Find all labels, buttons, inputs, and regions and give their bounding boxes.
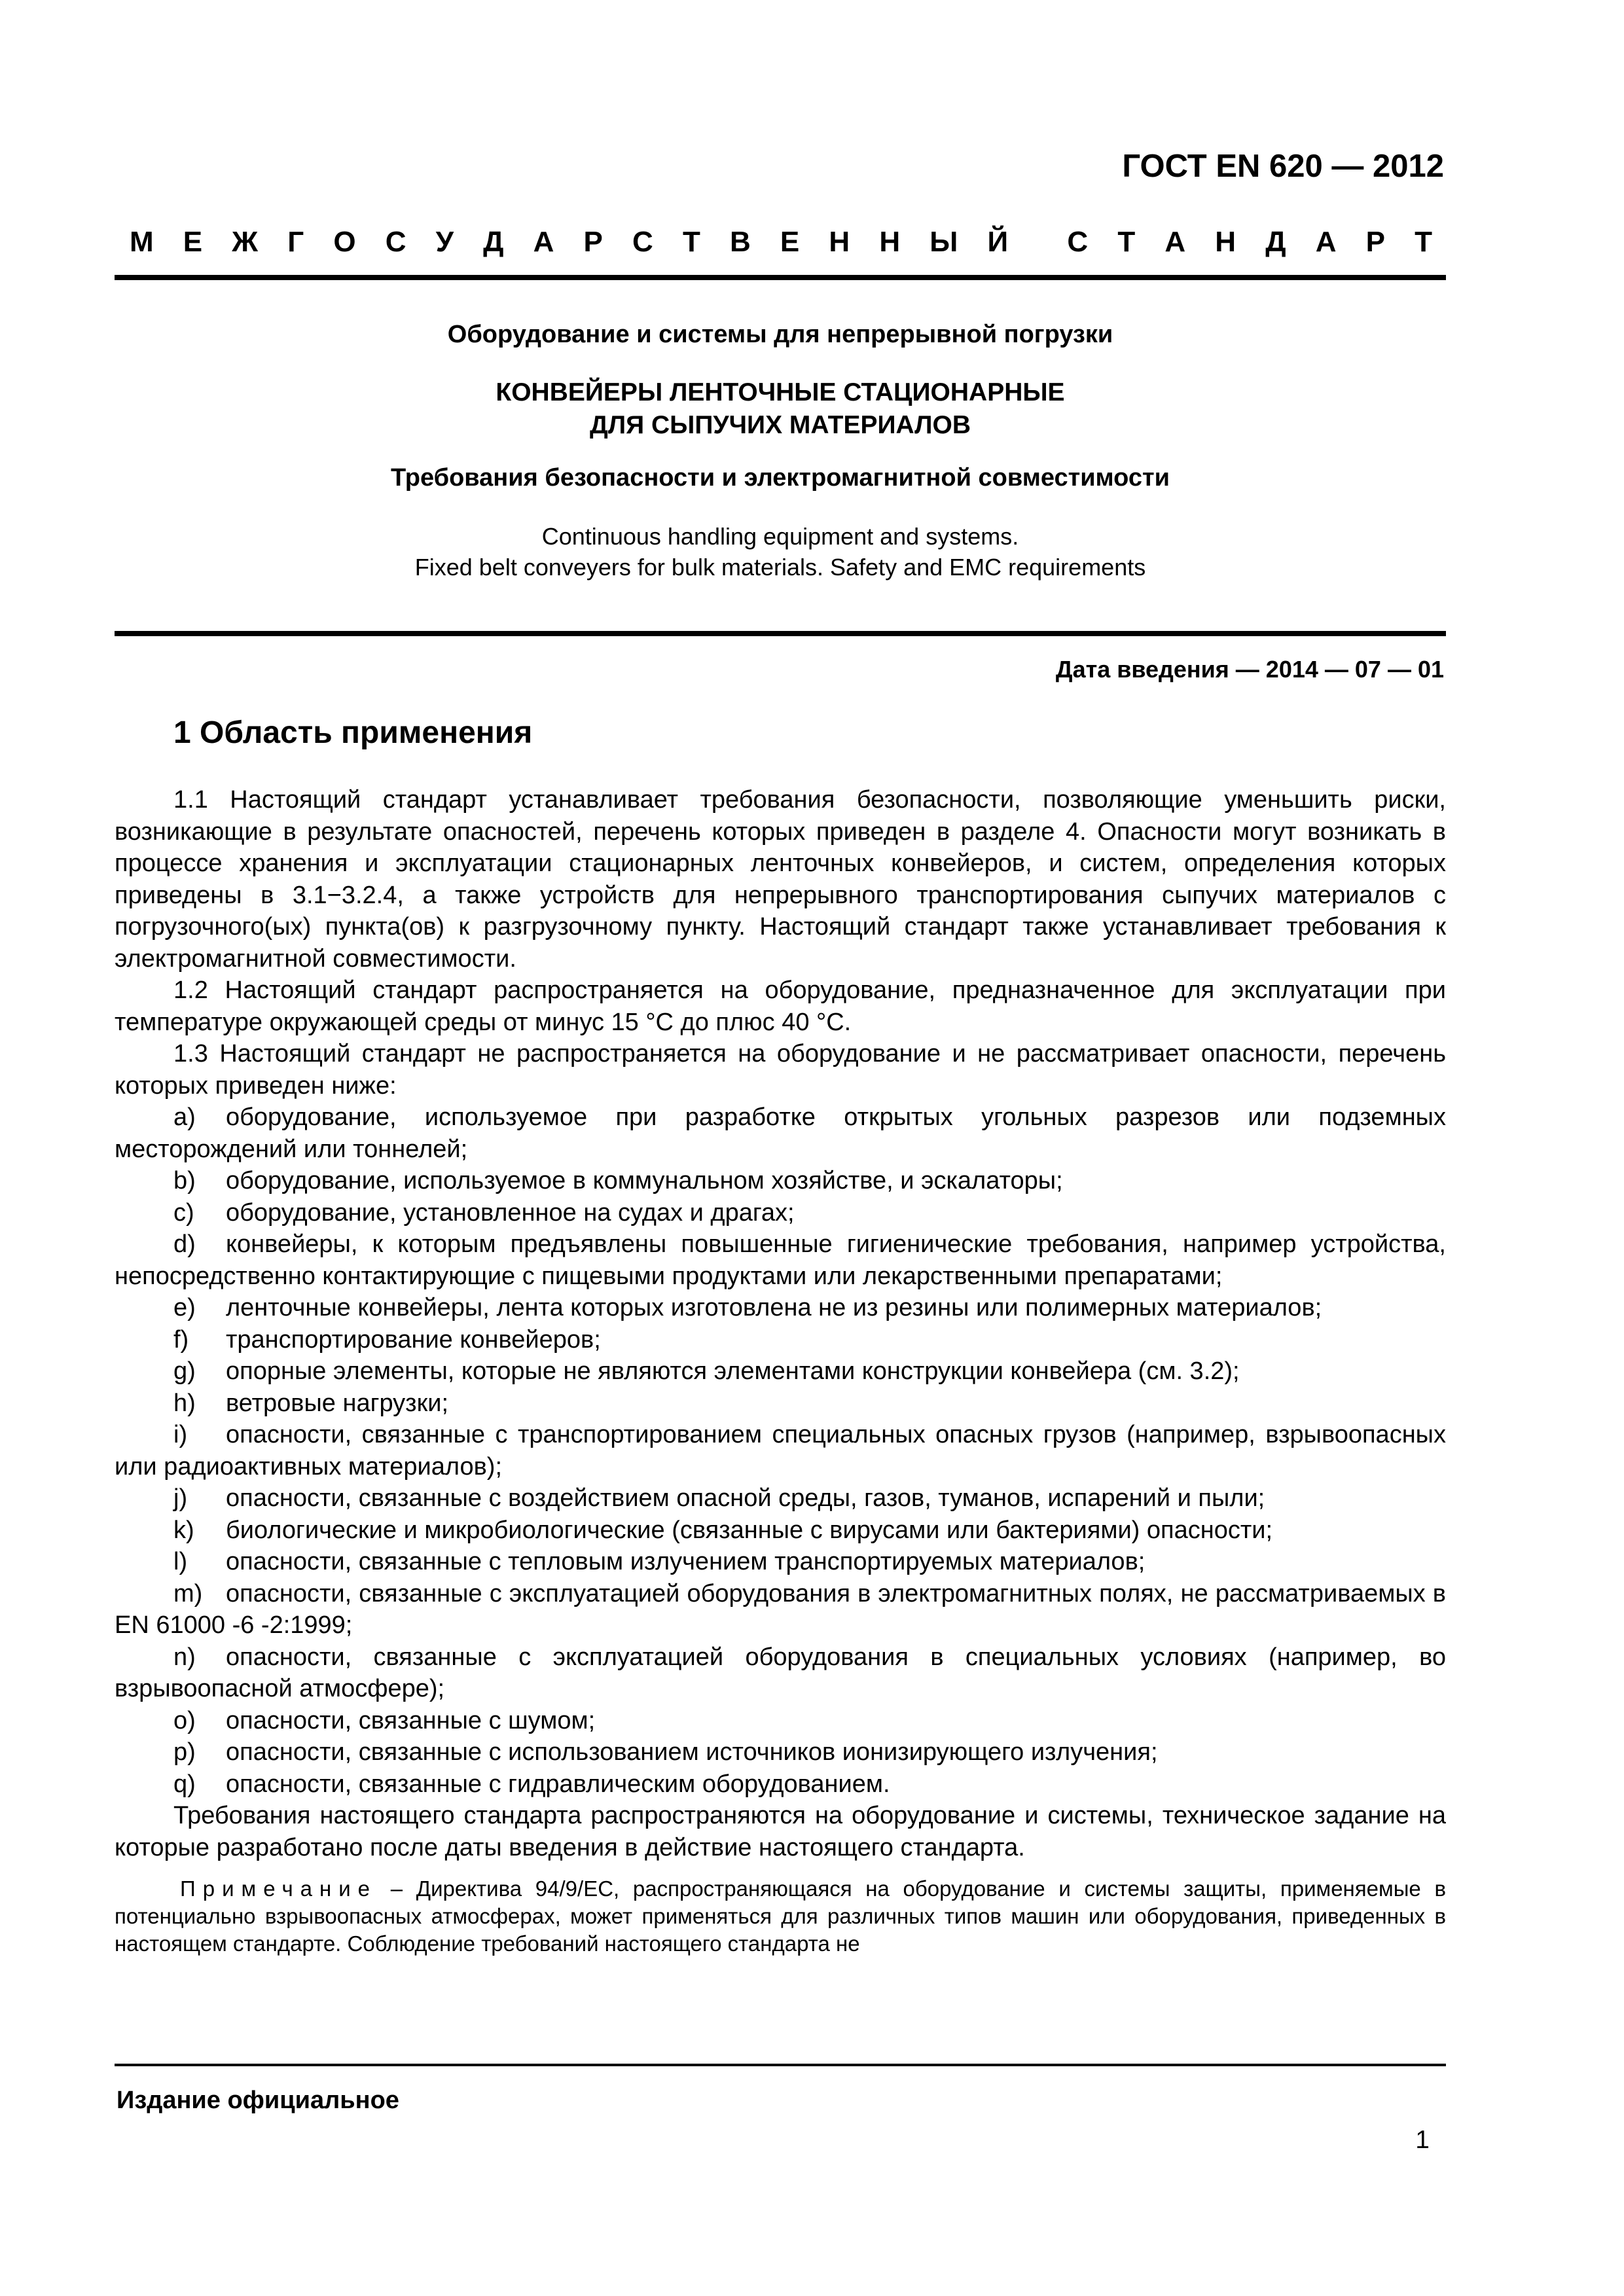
gost-number: ГОСТ EN 620 — 2012 xyxy=(1122,149,1444,184)
banner-letter: Е xyxy=(183,226,203,258)
footer-divider xyxy=(115,2064,1446,2066)
list-item xyxy=(115,1229,1446,1292)
banner-letter: У xyxy=(435,226,454,258)
title-block xyxy=(115,321,1446,583)
standard-subtitle: Оборудование и системы для непрерывной погрузки xyxy=(447,321,1113,348)
english-title-line-1: Continuous handling equipment and systems. xyxy=(541,523,1019,550)
list-marker: k) xyxy=(173,1516,194,1544)
list-item xyxy=(115,1324,1446,1356)
list-marker: g) xyxy=(173,1357,196,1385)
list-item xyxy=(115,1292,1446,1324)
list-item-text: опасности, связанные с использованием источников ионизирующего излучения; xyxy=(226,1738,1158,1766)
closing-paragraph: Требования настоящего стандарта распространяются на оборудование и системы, техническое задание на которые разработано после даты введения в действие настоящего стандарта. xyxy=(115,1802,1446,1861)
header-divider xyxy=(115,275,1446,280)
list-item xyxy=(115,1546,1446,1578)
banner-letter: А xyxy=(1164,226,1186,258)
list-item-text: ветровые нагрузки; xyxy=(226,1389,449,1417)
banner-letter: Т xyxy=(1117,226,1136,258)
list-marker: b) xyxy=(173,1167,196,1194)
list-item-text: опорные элементы, которые не являются элементами конструкции конвейера (см. 3.2); xyxy=(226,1357,1240,1385)
banner-letter: М xyxy=(130,226,154,258)
list-item xyxy=(115,1768,1446,1801)
banner-letter: С xyxy=(1067,226,1089,258)
banner-letter: Й xyxy=(987,226,1009,258)
banner-letter: Ы xyxy=(929,226,958,258)
banner-letter: С xyxy=(632,226,653,258)
introduction-date: Дата введения — 2014 — 07 — 01 xyxy=(1055,656,1444,683)
list-item xyxy=(115,1482,1446,1515)
list-item xyxy=(115,1705,1446,1737)
list-marker: q) xyxy=(173,1770,196,1798)
list-item-text: опасности, связанные с эксплуатацией оборудования в специальных условиях (например, во взрывоопасной атмосфере); xyxy=(115,1643,1446,1702)
banner-letter: Р xyxy=(583,226,603,258)
page-number: 1 xyxy=(1415,2126,1430,2154)
banner-letter: Р xyxy=(1365,226,1385,258)
list-marker: e) xyxy=(173,1294,196,1321)
list-item-text: конвейеры, к которым предъявлены повышенные гигиенические требования, например устройства, непосредственно контактирующие с пищевыми продуктами или лекарственными препаратами; xyxy=(115,1230,1446,1290)
list-marker: l) xyxy=(173,1548,188,1575)
list-item xyxy=(115,1736,1446,1768)
list-item-text: опасности, связанные с шумом; xyxy=(226,1706,596,1734)
section-body xyxy=(115,784,1446,1958)
list-item-text: опасности, связанные с тепловым излучением транспортируемых материалов; xyxy=(226,1548,1146,1575)
list-marker: c) xyxy=(173,1198,194,1227)
list-item xyxy=(115,1578,1446,1641)
banner-letter: Т xyxy=(682,226,700,258)
banner-letter: Н xyxy=(829,226,850,258)
list-item-text: биологические и микробиологические (связанные с вирусами или бактериями) опасности; xyxy=(226,1516,1273,1544)
list-item-text: опасности, связанные с гидравлическим оборудованием. xyxy=(226,1770,890,1798)
paragraph-1-3: 1.3 Настоящий стандарт не распространяется на оборудование и не рассматривает опасности, перечень которых приведен ниже: xyxy=(115,1040,1446,1100)
banner-letter: Н xyxy=(1215,226,1236,258)
banner-letter: Д xyxy=(483,226,504,258)
section-heading: 1 Область применения xyxy=(173,715,533,750)
list-item xyxy=(115,1515,1446,1547)
list-item xyxy=(115,1388,1446,1420)
banner-letter: А xyxy=(533,226,554,258)
banner-letter: Е xyxy=(780,226,800,258)
list-marker: o) xyxy=(173,1706,196,1734)
paragraph-1-2: 1.2 Настоящий стандарт распространяется на оборудование, предназначенное для эксплуатации при температуре окружающей среды от минус 15 °С до плюс 40 °С. xyxy=(115,977,1446,1036)
list-item xyxy=(115,1165,1446,1197)
interstate-standard-banner xyxy=(130,226,1432,259)
banner-letter: Д xyxy=(1265,226,1286,258)
list-item-text: оборудование, используемое при разработке открытых угольных разрезов или подземных месторождений или тоннелей; xyxy=(115,1103,1446,1163)
list-item xyxy=(115,1102,1446,1165)
list-item-text: опасности, связанные с эксплуатацией оборудования в электромагнитных полях, не рассматриваемых в EN 61000 -6 -2:1999; xyxy=(115,1579,1446,1639)
list-item-text: оборудование, используемое в коммунальном хозяйстве, и эскалаторы; xyxy=(226,1167,1063,1194)
banner-letter: В xyxy=(730,226,751,258)
banner-letter: Н xyxy=(879,226,901,258)
list-item-text: транспортирование конвейеров; xyxy=(226,1325,601,1354)
list-marker: p) xyxy=(173,1738,196,1766)
list-item-text: ленточные конвейеры, лента которых изготовлена не из резины или полимерных материалов; xyxy=(226,1294,1322,1321)
list-item xyxy=(115,1641,1446,1705)
list-marker: m) xyxy=(173,1579,203,1607)
list-marker: a) xyxy=(173,1103,196,1131)
list-item-text: опасности, связанные с воздействием опасной среды, газов, туманов, испарений и пыли; xyxy=(226,1484,1265,1512)
english-title-line-2: Fixed belt conveyers for bulk materials. Safety and EMC requirements xyxy=(414,554,1146,581)
note-paragraph xyxy=(115,1875,1446,1958)
banner-letter: А xyxy=(1315,226,1337,258)
list-marker: j) xyxy=(173,1484,188,1512)
list-marker: i) xyxy=(173,1421,188,1448)
requirements-title: Требования безопасности и электромагнитной совместимости xyxy=(391,464,1170,492)
note-text: – Директива 94/9/EC, распространяющаяся на оборудование и системы защиты, применяемые в потенциально взрывоопасных атмосферах, может применяться для различных типов машин или оборудования, приведенных в настоящем стандарте. Соблюдение требований настоящего стандарта не xyxy=(115,1876,1446,1956)
list-item xyxy=(115,1355,1446,1388)
list-item xyxy=(115,1419,1446,1482)
list-item-text: оборудование, установленное на судах и драгах; xyxy=(226,1198,795,1227)
banner-letter: Ж xyxy=(232,226,259,258)
list-marker: n) xyxy=(173,1643,196,1671)
banner-letter: С xyxy=(385,226,406,258)
list-item xyxy=(115,1197,1446,1229)
paragraph-1-1: 1.1 Настоящий стандарт устанавливает требования безопасности, позволяющие уменьшить риски, возникающие в результате опасностей, перечень которых приведен в разделе 4. Опасности могут возникать в процессе хранения и эксплуатации стационарных ленточных конвейеров, и систем, определения которых приведены в 3.1−3.2.4, а также устройств для непрерывного транспортирования сыпучих материалов с погрузочного(ых) пункта(ов) к разгрузочному пункту. Настоящий стандарт также устанавливает требования к электромагнитной совместимости. xyxy=(115,786,1446,973)
list-marker: f) xyxy=(173,1325,189,1354)
banner-letter: Т xyxy=(1415,226,1432,258)
list-marker: h) xyxy=(173,1389,196,1417)
list-marker: d) xyxy=(173,1230,196,1258)
main-title-line-2: ДЛЯ СЫПУЧИХ МАТЕРИАЛОВ xyxy=(589,411,971,439)
list-item-text: опасности, связанные с транспортированием специальных опасных грузов (например, взрывоопасных или радиоактивных материалов); xyxy=(115,1421,1446,1480)
main-title-line-1: КОНВЕЙЕРЫ ЛЕНТОЧНЫЕ СТАЦИОНАРНЫЕ xyxy=(496,378,1065,406)
banner-letter: Г xyxy=(287,226,304,258)
title-divider xyxy=(115,631,1446,636)
banner-letter: О xyxy=(333,226,356,258)
official-edition-label: Издание официальное xyxy=(117,2087,399,2114)
note-label: Примечание xyxy=(180,1876,378,1901)
